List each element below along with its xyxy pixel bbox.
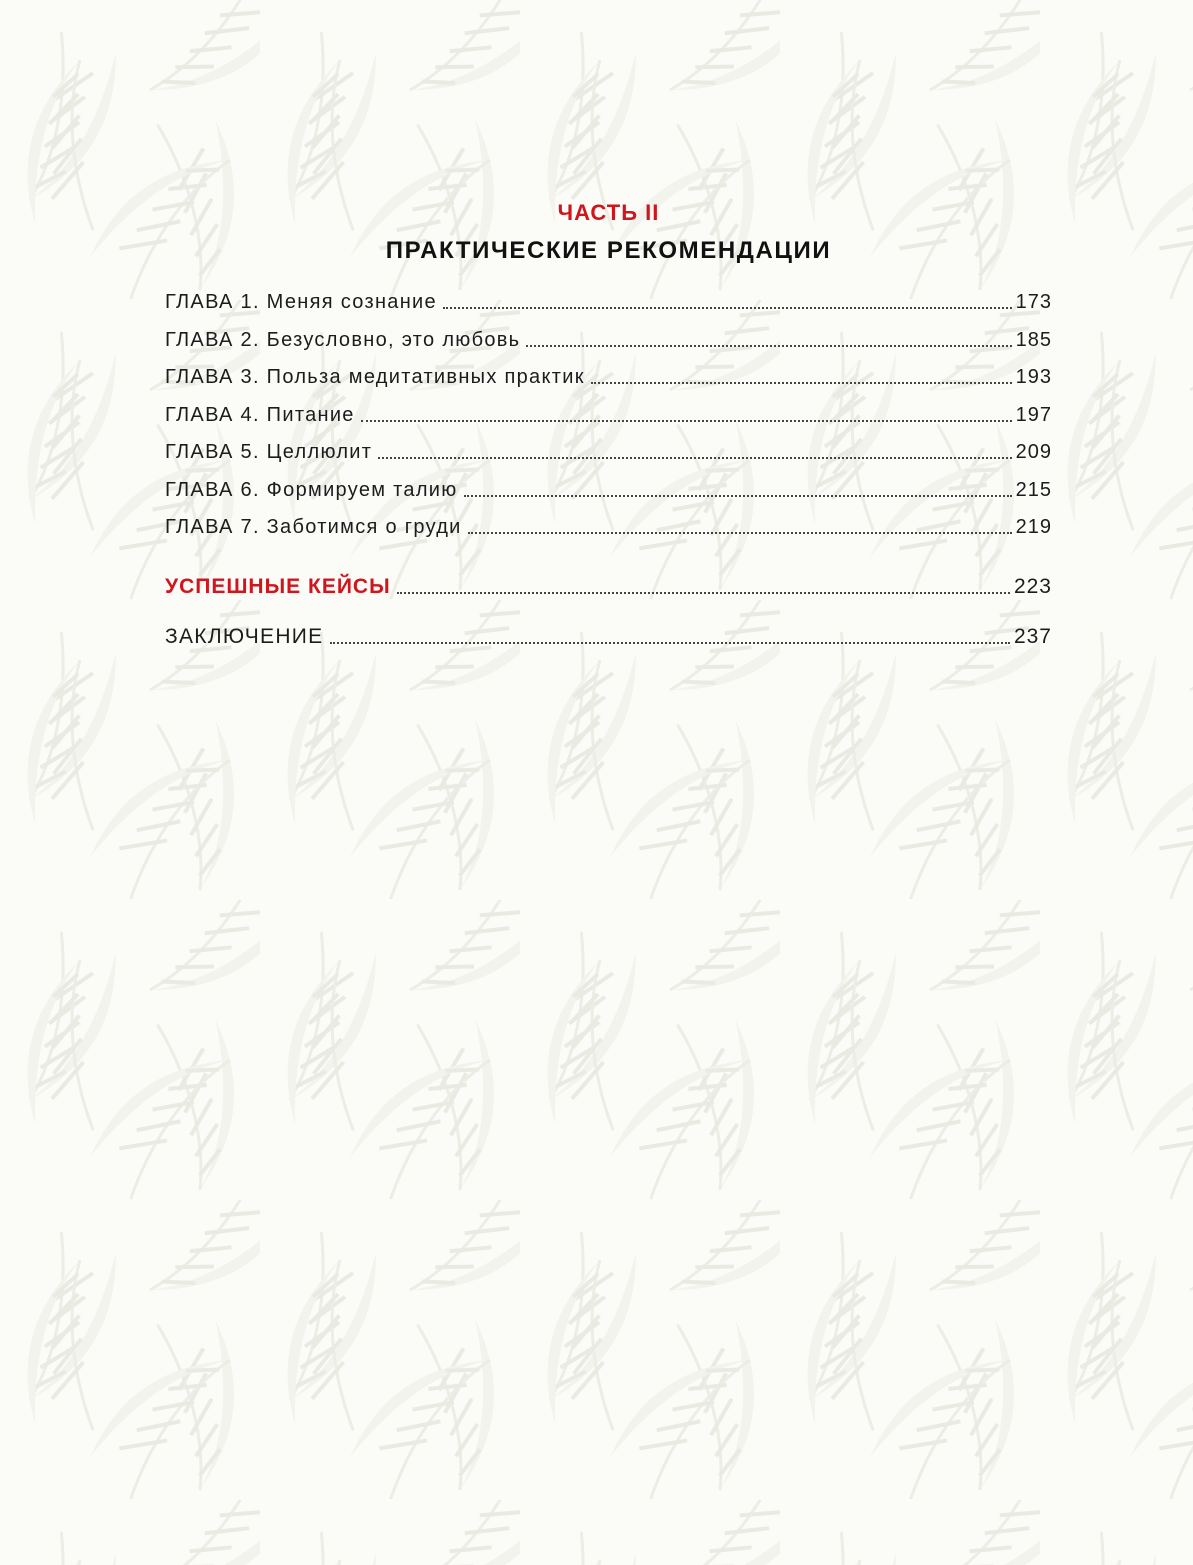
toc-entry-title: ЗАКЛЮЧЕНИЕ <box>165 625 324 648</box>
dot-leader <box>397 592 1010 594</box>
toc-entry-conclusion[interactable] <box>165 622 1052 650</box>
toc-entry-title: ГЛАВА 2. Безусловно, это любовь <box>165 329 521 351</box>
dot-leader <box>591 382 1012 384</box>
toc-entry-chapter-1[interactable] <box>165 287 1052 315</box>
toc-entry-page: 237 <box>1013 625 1052 648</box>
dot-leader <box>526 345 1011 347</box>
toc-entry-title: ГЛАВА 1. Меняя сознание <box>165 291 437 313</box>
toc-entry-page: 223 <box>1013 575 1052 598</box>
toc-entry-title: ГЛАВА 3. Польза медитативных практик <box>165 366 585 388</box>
toc-entry-title: ГЛАВА 6. Формируем талию <box>165 479 458 501</box>
toc-entry-page: 185 <box>1015 329 1052 351</box>
toc-entry-chapter-7[interactable] <box>165 512 1052 540</box>
toc-entry-chapter-2[interactable] <box>165 325 1052 353</box>
dot-leader <box>330 642 1010 644</box>
part-label: ЧАСТЬ II <box>557 200 660 225</box>
toc-entry-chapter-6[interactable] <box>165 475 1052 503</box>
toc-entry-page: 197 <box>1015 404 1052 426</box>
toc-entry-page: 215 <box>1015 479 1052 501</box>
toc-entry-title: ГЛАВА 5. Целлюлит <box>165 441 373 463</box>
dot-leader <box>443 307 1012 309</box>
toc-entry-chapter-4[interactable] <box>165 400 1052 428</box>
dot-leader <box>464 495 1012 497</box>
toc-entry-page: 209 <box>1015 441 1052 463</box>
toc-entry-title: ГЛАВА 7. Заботимся о груди <box>165 516 462 538</box>
dot-leader <box>378 457 1011 459</box>
part-title: ПРАКТИЧЕСКИЕ РЕКОМЕНДАЦИИ <box>385 237 832 264</box>
toc-entry-chapter-5[interactable] <box>165 437 1052 465</box>
toc-entry-cases[interactable] <box>165 572 1052 600</box>
toc-entry-title: УСПЕШНЫЕ КЕЙСЫ <box>165 575 391 598</box>
toc-entry-title: ГЛАВА 4. Питание <box>165 404 355 426</box>
toc-entry-chapter-3[interactable] <box>165 362 1052 390</box>
dot-leader <box>361 420 1012 422</box>
dot-leader <box>468 532 1012 534</box>
toc-entry-page: 173 <box>1015 291 1052 313</box>
toc-entry-page: 193 <box>1015 366 1052 388</box>
toc-entry-page: 219 <box>1015 516 1052 538</box>
